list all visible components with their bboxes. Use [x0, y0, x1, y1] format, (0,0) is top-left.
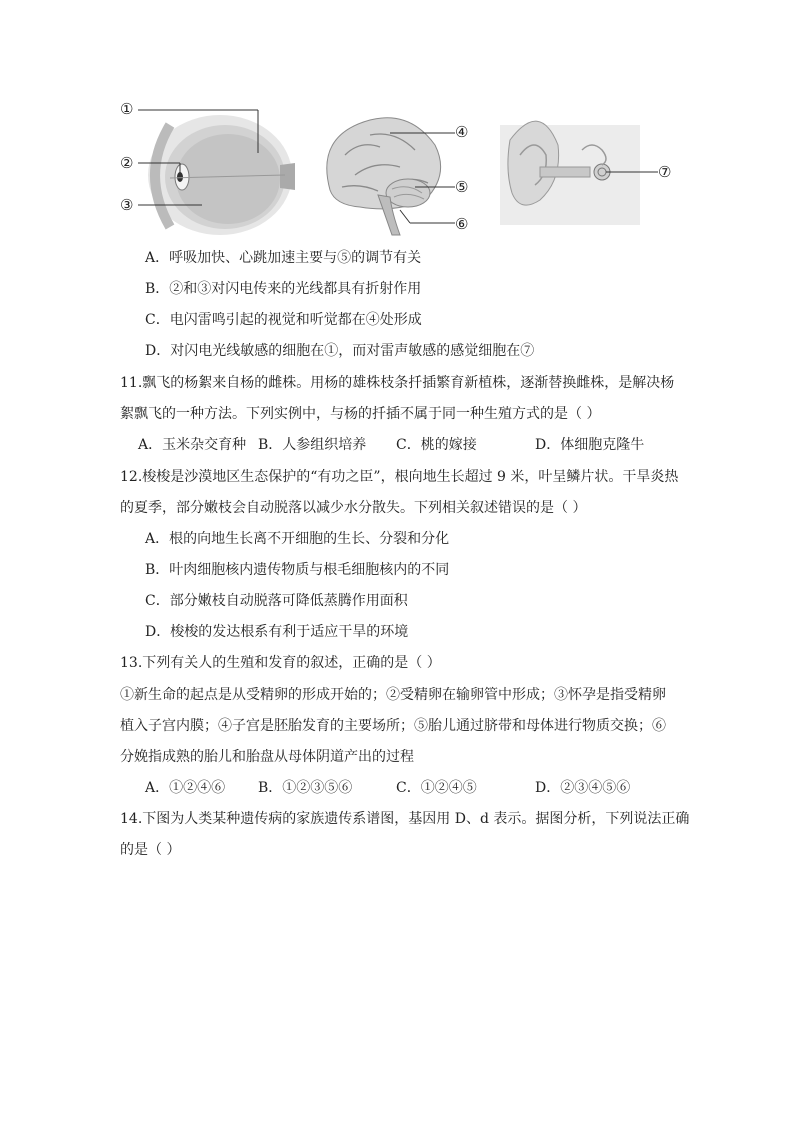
- label-7: ⑦: [658, 163, 672, 181]
- q12-stem-line2: 的夏季，部分嫩枝会自动脱落以减少水分散失。下列相关叙述错误的是（ ）: [120, 500, 587, 516]
- q13-stem-line1: 13.下列有关人的生殖和发育的叙述，正确的是（ ）: [120, 655, 441, 671]
- q13-stem-line3: 植入子宫内膜；④子宫是胚胎发育的主要场所；⑤胎儿通过脐带和母体进行物质交换；⑥: [120, 718, 666, 734]
- ear-diagram-icon: [500, 121, 640, 225]
- q12-option-a: A．根的向地生长离不开细胞的生长、分裂和分化: [145, 531, 450, 547]
- q13-option-d: D．②③④⑤⑥: [535, 780, 631, 796]
- label-6: ⑥: [455, 215, 469, 233]
- q14-stem-line1: 14.下图为人类某种遗传病的家族遗传系谱图，基因用 D、d 表示。据图分析，下列说法正确: [120, 811, 690, 827]
- q10-option-c: C．电闪雷鸣引起的视觉和听觉都在④处形成: [145, 312, 422, 328]
- label-4: ④: [455, 123, 469, 141]
- q10-option-d: D．对闪电光线敏感的细胞在①，而对雷声敏感的感觉细胞在⑦: [145, 343, 535, 359]
- organ-figure: [110, 95, 690, 240]
- label-1: ①: [120, 100, 134, 118]
- q12-option-b: B．叶肉细胞核内遗传物质与根毛细胞核内的不同: [145, 562, 450, 578]
- q11-option-a: A．玉米杂交育种: [138, 437, 247, 453]
- q11-option-b: B．人参组织培养: [258, 437, 367, 453]
- q11-option-c: C．桃的嫁接: [396, 437, 477, 453]
- q12-option-c: C．部分嫩枝自动脱落可降低蒸腾作用面积: [145, 593, 408, 609]
- eye-diagram-icon: [148, 115, 295, 235]
- label-2: ②: [120, 154, 134, 172]
- q10-option-a: A．呼吸加快、心跳加速主要与⑤的调节有关: [145, 250, 422, 266]
- q10-option-b: B．②和③对闪电传来的光线都具有折射作用: [145, 281, 422, 297]
- q13-stem-line4: 分娩指成熟的胎儿和胎盘从母体阴道产出的过程: [120, 749, 414, 765]
- q14-stem-line2: 的是（ ）: [120, 842, 181, 858]
- brain-diagram-icon: [327, 118, 441, 235]
- q13-stem-line2: ①新生命的起点是从受精卵的形成开始的；②受精卵在输卵管中形成；③怀孕是指受精卵: [120, 687, 666, 703]
- label-3: ③: [120, 196, 134, 214]
- q12-option-d: D．梭梭的发达根系有利于适应干旱的环境: [145, 624, 409, 640]
- q11-stem-line1: 11.飘飞的杨絮来自杨的雌株。用杨的雄株枝条扦插繁育新植株，逐渐替换雌株，是解决杨: [120, 375, 675, 391]
- q11-stem-line2: 絮飘飞的一种方法。下列实例中，与杨的扦插不属于同一种生殖方式的是（ ）: [120, 406, 601, 422]
- q12-stem-line1: 12.梭梭是沙漠地区生态保护的“有功之臣”，根向地生长超过 9 米，叶呈鳞片状。干旱炎热: [120, 469, 679, 485]
- label-5: ⑤: [455, 178, 469, 196]
- q13-option-c: C．①②④⑤: [396, 780, 477, 796]
- q11-option-d: D．体细胞克隆牛: [535, 437, 645, 453]
- q13-option-a: A．①②④⑥: [145, 780, 226, 796]
- q13-option-b: B．①②③⑤⑥: [258, 780, 353, 796]
